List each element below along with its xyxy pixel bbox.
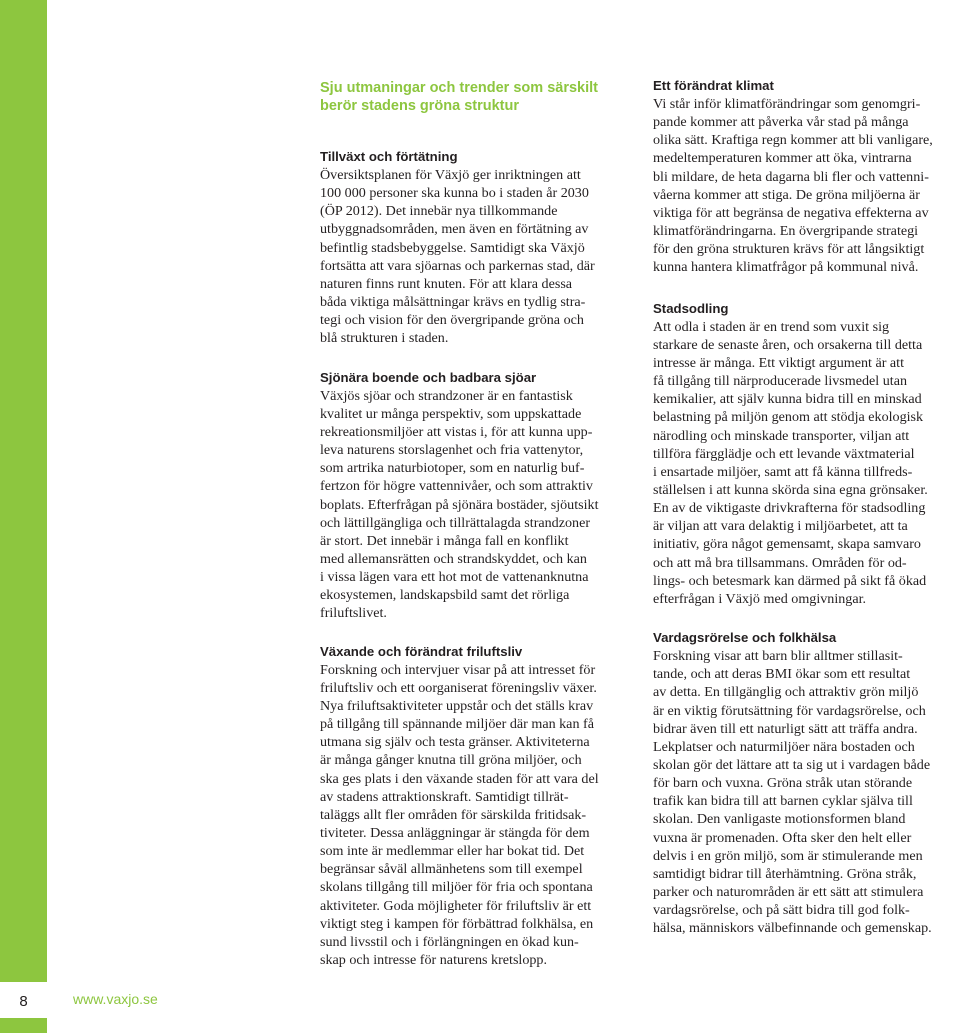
section-heading: Sjönära boende och badbara sjöar [320, 369, 537, 385]
section-body: Forskning och intervjuer visar på att intresset för friluftsliv och ett oorganiserat föreningsliv växer. Nya friluftsaktiviteter uppstår och det ställs krav på tillgång till spännande miljöer där man kan få utmana sig själv och testa gränser. Aktiviteterna är många gånger knutna till gröna miljöer, och ska ges plats i den växande staden för att vara del av stadens attraktionskraft. Samtidigt tillrät- taläggs allt fler områden för särskilda fritidsak- tiviteter. Dessa anläggningar är stängda för dem som inte är medlemmar eller har bokat tid. Det begränsar såväl allmänhetens som till exempel skolans tillgång till miljöer för fria och spontana aktiviteter. Goda möjligheter för friluftsliv är ett viktigt steg i kampen för förbättrad folkhälsa, en sund livsstil och i förlängningen en ökad kun- skap och intresse för naturens kretslopp. [320, 661, 599, 969]
left-column [320, 79, 638, 969]
page-margin-bar [0, 0, 47, 1033]
main-title: Sju utmaningar och trender som särskilt berör stadens gröna struktur [320, 80, 598, 114]
right-column [653, 77, 958, 938]
section-heading: Växande och förändrat friluftsliv [320, 643, 523, 659]
section-vardagsrorelse [653, 629, 958, 938]
section-body: Översiktsplanen för Växjö ger inriktningen att 100 000 personer ska kunna bo i staden år 2030 (ÖP 2012). Det innebär nya tillkommande utbyggnadsområden, men även en förtätning av befintlig stadsbebyggelse. Samtidigt ska Växjö fortsätta att vara sjöarnas och parkernas stad, där naturen finns runt knuten. För att klara dessa båda viktiga målsättningar krävs en tydlig stra- tegi och vision för den övergripande gröna och blå strukturen i staden. [320, 167, 595, 347]
section-friluftsliv [320, 643, 638, 970]
section-tillvaxt [320, 148, 638, 348]
section-heading: Tillväxt och förtätning [320, 149, 458, 164]
section-stadsodling [653, 300, 958, 609]
section-heading: Vardagsrörelse och folkhälsa [653, 630, 837, 646]
section-body: Forskning visar att barn blir alltmer stillasit- tande, och att deras BMI ökar som ett resultat av detta. En tillgänglig och attraktiv grön miljö är en viktig förutsättning för vardagsrörelse, och bidrar även till ett naturligt sätt att träffa andra. Lekplatser och naturmiljöer nära bostaden och skolan gör det lättare att ta sig ut i vardagen både för barn och vuxna. Gröna stråk utan störande trafik kan bidra till att barnen cyklar själva till skolan. Den vanligaste motionsformen bland vuxna är promenaden. Ofta sker den helt eller delvis i en grön miljö, som är stimulerande men samtidigt bidrar till återhämtning. Gröna stråk, parker och naturområden är ett sätt att stimulera vardagsrörelse, och på sätt bidra till god folk- hälsa, människors välbefinnande och gemenskap. [653, 648, 932, 937]
section-sjonara-boende [320, 369, 638, 623]
page-number: 8 [19, 993, 28, 1010]
section-heading: Ett förändrat klimat [653, 78, 774, 93]
section-body: Växjös sjöar och strandzoner är en fantastisk kvalitet ur många perspektiv, som uppskattade rekreationsmiljöer att vistas i, för att kunna upp- leva naturens storslagenhet och fria vattenytor, som artrika naturbiotoper, som en naturlig buf- fertzon för högre vattennivåer, och som attraktiv boplats. Efterfrågan på sjönära bostäder, sjöutsikt och lättillgängliga och tillrättalagda strandzoner är stort. Det innebär i många fall en konflikt med allemansrätten och strandskyddet, och kan i vissa lägen vara ett hot mot de vattenanknutna ekosystemen, landskapsbild samt det rörliga friluftslivet. [320, 387, 599, 622]
section-heading: Stadsodling [653, 300, 729, 316]
section-klimat [653, 77, 958, 277]
section-body: Att odla i staden är en trend som vuxit sig starkare de senaste åren, och orsakerna till detta intresse är många. Ett viktigt argument är att få tillgång till närproducerade livsmedel utan kemikalier, att själv kunna bidra till en minskad belastning på miljön genom att stödja ekologisk närodling och minskade transporter, viljan att tillföra färgglädje och ett levande växtmaterial i ensartade miljöer, samt att få känna tillfreds- ställelsen i att kunna skörda sina egna grönsaker. En av de viktigaste drivkrafterna för stadsodling är viljan att vara delaktig i miljöarbetet, att ta initiativ, göra något gemensamt, skapa samvaro och att må bra tillsammans. Områden för od- lings- och betesmark kan därmed på sikt få ökad efterfrågan i Växjö med omgivningar. [653, 318, 928, 607]
footer-url[interactable]: www.vaxjo.se [73, 991, 158, 1007]
section-body: Vi står inför klimatförändringar som genomgri- pande kommer att påverka vår stad på många olika sätt. Kraftiga regn kommer att bli vanligare, medeltemperaturen kommer att öka, vintrarna bli mildare, de heta dagarna bli fler och vattenni- våerna kommer att stiga. De gröna miljöerna är viktiga för att begränsa de negativa effekterna av klimatförändringarna. En övergripande strategi för den gröna strukturen krävs för att långsiktigt kunna hantera klimatfrågor på kommunal nivå. [653, 96, 933, 276]
